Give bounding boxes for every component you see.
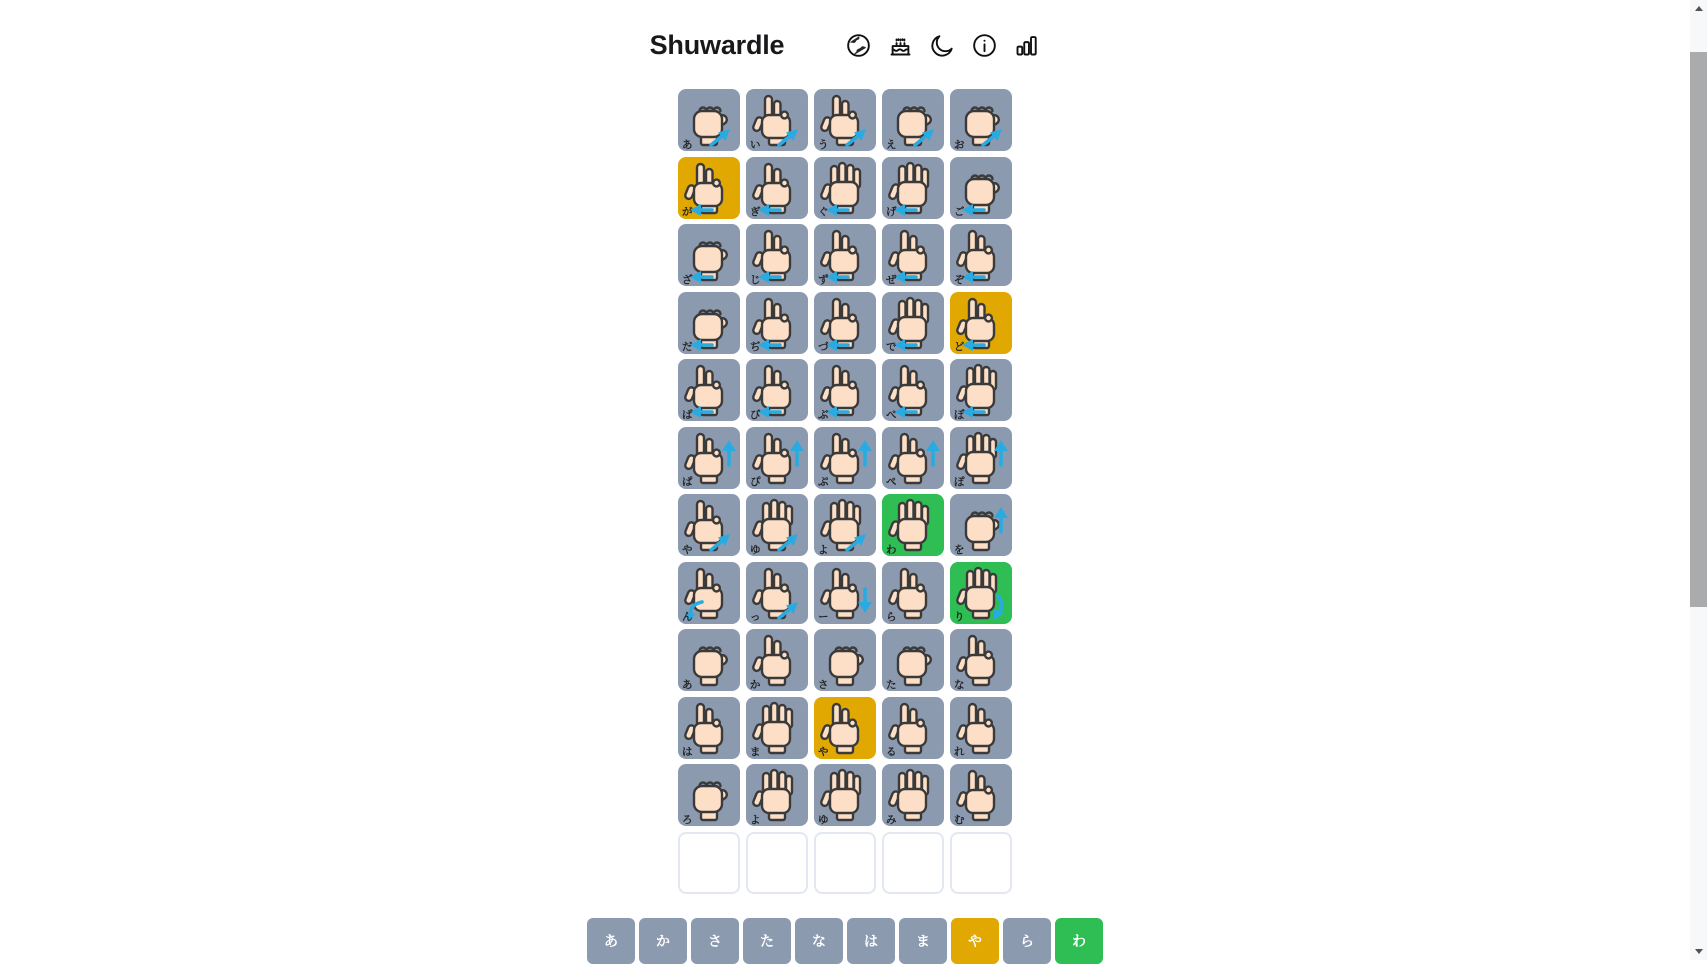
board-tile-じ	[746, 224, 808, 286]
board-tile-ー	[814, 562, 876, 624]
board-tile-い	[746, 89, 808, 151]
tile-kana-label: わ	[886, 543, 897, 556]
board-tile-ら	[882, 562, 944, 624]
board-tile-わ	[882, 494, 944, 556]
keyboard-key-か[interactable]: か	[639, 918, 687, 964]
tile-kana-label: ぐ	[818, 206, 829, 218]
tile-kana-label: ぴ	[750, 476, 761, 488]
tile-kana-label: や	[818, 746, 829, 758]
scrollbar-up-arrow-icon[interactable]	[1690, 0, 1707, 17]
board-tile-え	[882, 89, 944, 151]
board-tile-は	[678, 697, 740, 759]
board-tile-み	[882, 764, 944, 826]
board-tile-ず	[814, 224, 876, 286]
board-tile-あ	[678, 89, 740, 151]
empty-input-tile	[950, 832, 1012, 894]
board-tile-ん	[678, 562, 740, 624]
board-tile-あ	[678, 629, 740, 691]
tile-kana-label: ー	[818, 611, 829, 623]
scrollbar[interactable]	[1690, 0, 1707, 960]
tile-kana-label: れ	[954, 746, 965, 758]
tile-kana-label: う	[818, 138, 829, 151]
tile-kana-label: か	[750, 678, 761, 691]
board-tile-ぶ	[814, 359, 876, 421]
board-tile-っ	[746, 562, 808, 624]
tile-kana-label: ん	[682, 611, 693, 623]
tile-kana-label: ど	[954, 341, 965, 353]
board-tile-う	[814, 89, 876, 151]
board-tile-ぽ	[950, 427, 1012, 489]
tile-kana-label: で	[886, 341, 897, 353]
empty-input-tile	[746, 832, 808, 894]
board-tile-よ	[746, 764, 808, 826]
board-tile-が	[678, 157, 740, 219]
board-tile-り	[950, 562, 1012, 624]
keyboard-key-は[interactable]: は	[847, 918, 895, 964]
tile-kana-label: み	[886, 813, 897, 826]
guess-row	[678, 697, 1012, 759]
current-guess-row	[678, 832, 1012, 894]
header-icon-row	[844, 32, 1040, 60]
guess-row	[678, 157, 1012, 219]
moon-icon[interactable]	[928, 32, 956, 60]
guess-row	[678, 89, 1012, 151]
keyboard-key-わ[interactable]: わ	[1055, 918, 1103, 964]
tile-kana-label: い	[750, 138, 761, 151]
board-tile-を	[950, 494, 1012, 556]
board-tile-げ	[882, 157, 944, 219]
tile-kana-label: る	[886, 746, 897, 758]
board-tile-ぴ	[746, 427, 808, 489]
board-tile-ぷ	[814, 427, 876, 489]
tile-kana-label: ぢ	[750, 341, 761, 353]
board-tile-ざ	[678, 224, 740, 286]
guess-row	[678, 292, 1012, 354]
tile-kana-label: り	[954, 611, 965, 623]
board-tile-か	[746, 629, 808, 691]
empty-input-tile	[882, 832, 944, 894]
tile-kana-label: ぜ	[886, 273, 897, 286]
guess-row	[678, 764, 1012, 826]
board-tile-た	[882, 629, 944, 691]
tile-kana-label: や	[682, 543, 693, 556]
tile-kana-label: あ	[682, 678, 693, 691]
keyboard-key-ま[interactable]: ま	[899, 918, 947, 964]
tile-kana-label: っ	[750, 611, 761, 623]
tile-kana-label: ば	[682, 408, 693, 421]
tile-kana-label: お	[954, 138, 965, 151]
kana-keyboard	[587, 918, 1103, 964]
board-tile-だ	[678, 292, 740, 354]
tile-kana-label: よ	[750, 813, 761, 826]
board-tile-ぎ	[746, 157, 808, 219]
tile-kana-label: た	[886, 678, 897, 691]
tile-kana-label: ぼ	[954, 408, 965, 421]
board-tile-ぜ	[882, 224, 944, 286]
tile-kana-label: ま	[750, 746, 761, 758]
stats-icon[interactable]	[1012, 32, 1040, 60]
guess-row	[678, 427, 1012, 489]
board-tile-ぞ	[950, 224, 1012, 286]
board-tile-ゆ	[746, 494, 808, 556]
board-tile-ぼ	[950, 359, 1012, 421]
board-tile-さ	[814, 629, 876, 691]
tile-kana-label: ぽ	[954, 476, 965, 488]
board-tile-る	[882, 697, 944, 759]
tile-kana-label: だ	[682, 341, 693, 353]
keyboard-key-あ[interactable]: あ	[587, 918, 635, 964]
cake-icon[interactable]	[886, 32, 914, 60]
guess-row	[678, 224, 1012, 286]
tile-kana-label: ざ	[682, 273, 693, 286]
keyboard-key-や[interactable]: や	[951, 918, 999, 964]
tile-kana-label: げ	[886, 206, 897, 218]
tile-kana-label: ぱ	[682, 476, 693, 488]
board-tile-び	[746, 359, 808, 421]
tile-kana-label: が	[682, 206, 693, 218]
info-icon[interactable]	[970, 32, 998, 60]
game-board	[678, 89, 1012, 894]
guess-row	[678, 359, 1012, 421]
board-tile-や	[814, 697, 876, 759]
keyboard-key-な[interactable]: な	[795, 918, 843, 964]
tile-kana-label: ぶ	[818, 408, 829, 421]
guess-row	[678, 629, 1012, 691]
board-tile-づ	[814, 292, 876, 354]
board-tile-ぺ	[882, 427, 944, 489]
tile-kana-label: ぺ	[886, 476, 897, 488]
board-tile-ぢ	[746, 292, 808, 354]
board-tile-で	[882, 292, 944, 354]
board-tile-む	[950, 764, 1012, 826]
tile-kana-label: む	[954, 813, 965, 826]
keyboard-key-ら[interactable]: ら	[1003, 918, 1051, 964]
tile-kana-label: さ	[818, 678, 829, 691]
tile-kana-label: ぞ	[954, 273, 965, 286]
tile-kana-label: ご	[954, 206, 965, 218]
empty-input-tile	[678, 832, 740, 894]
tile-kana-label: あ	[682, 138, 693, 151]
board-tile-ま	[746, 697, 808, 759]
board-tile-よ	[814, 494, 876, 556]
board-tile-ば	[678, 359, 740, 421]
board-tile-ど	[950, 292, 1012, 354]
tile-kana-label: づ	[818, 341, 829, 353]
board-tile-や	[678, 494, 740, 556]
guess-row	[678, 562, 1012, 624]
board-tile-ぐ	[814, 157, 876, 219]
tile-kana-label: ろ	[682, 813, 693, 826]
tile-kana-label: ぎ	[750, 206, 761, 218]
globe-icon[interactable]	[844, 32, 872, 60]
board-tile-ろ	[678, 764, 740, 826]
tile-kana-label: べ	[886, 408, 897, 421]
header	[650, 0, 1041, 61]
board-tile-ぱ	[678, 427, 740, 489]
tile-kana-label: よ	[818, 543, 829, 556]
keyboard-key-た[interactable]: た	[743, 918, 791, 964]
tile-kana-label: え	[886, 138, 897, 151]
tile-kana-label: ぷ	[818, 476, 829, 488]
scrollbar-thumb[interactable]	[1690, 52, 1707, 607]
page-title: Shuwardle	[649, 30, 785, 60]
tile-kana-label: び	[750, 408, 761, 421]
scrollbar-down-arrow-icon[interactable]	[1690, 943, 1707, 960]
board-tile-べ	[882, 359, 944, 421]
tile-kana-label: は	[682, 746, 693, 758]
keyboard-key-さ[interactable]: さ	[691, 918, 739, 964]
board-tile-な	[950, 629, 1012, 691]
tile-kana-label: じ	[750, 273, 761, 286]
tile-kana-label: ゆ	[750, 543, 761, 556]
tile-kana-label: ら	[886, 611, 897, 623]
tile-kana-label: ゆ	[818, 813, 829, 826]
guess-row	[678, 494, 1012, 556]
board-tile-ゆ	[814, 764, 876, 826]
board-tile-れ	[950, 697, 1012, 759]
empty-input-tile	[814, 832, 876, 894]
board-tile-お	[950, 89, 1012, 151]
tile-kana-label: ず	[818, 273, 829, 286]
tile-kana-label: な	[954, 678, 965, 691]
board-tile-ご	[950, 157, 1012, 219]
tile-kana-label: を	[954, 543, 965, 556]
